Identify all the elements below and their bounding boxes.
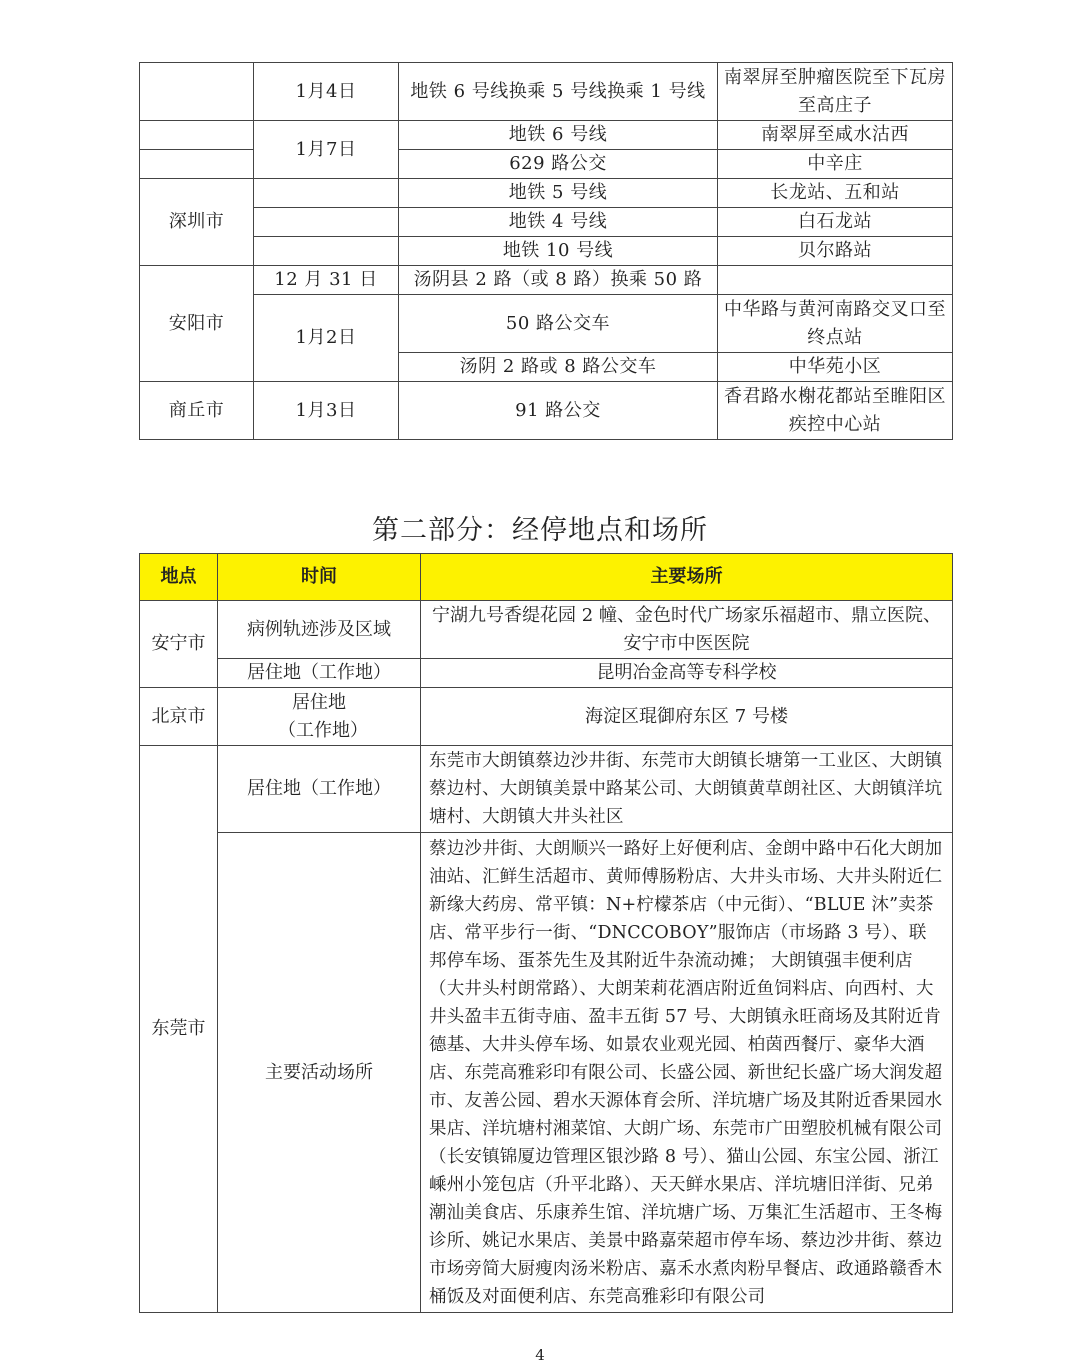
header-time: 时间 bbox=[218, 554, 421, 601]
date-cell: 1月3日 bbox=[254, 382, 399, 440]
venue-cell: 东莞市大朗镇蔡边沙井街、东莞市大朗镇长塘第一工业区、大朗镇蔡边村、大朗镇美景中路某公司、大朗镇黄草朗社区、大朗镇洋坑塘村、大朗镇大井头社区 bbox=[421, 746, 953, 833]
table-row bbox=[140, 266, 953, 295]
route-cell: 地铁 4 号线 bbox=[399, 208, 718, 237]
table-row bbox=[140, 63, 953, 121]
venue-cell: 海淀区琨御府东区 7 号楼 bbox=[421, 688, 953, 746]
date-cell: 1月2日 bbox=[254, 295, 399, 382]
table-row bbox=[140, 295, 953, 353]
date-cell: 1月4日 bbox=[254, 63, 399, 121]
places-table bbox=[139, 553, 953, 1313]
stops-cell: 香君路水榭花都站至睢阳区疾控中心站 bbox=[718, 382, 953, 440]
route-cell: 汤阴县 2 路（或 8 路）换乘 50 路 bbox=[399, 266, 718, 295]
date-cell: 12 月 31 日 bbox=[254, 266, 399, 295]
route-cell: 629 路公交 bbox=[399, 150, 718, 179]
route-cell: 91 路公交 bbox=[399, 382, 718, 440]
stops-cell: 中华路与黄河南路交叉口至终点站 bbox=[718, 295, 953, 353]
table-row bbox=[140, 746, 953, 833]
city-cell: 商丘市 bbox=[140, 382, 254, 440]
header-place: 地点 bbox=[140, 554, 218, 601]
date-cell bbox=[254, 237, 399, 266]
section-title: 第二部分：经停地点和场所 bbox=[372, 515, 708, 546]
table-row bbox=[140, 688, 953, 746]
city-cell bbox=[140, 63, 254, 121]
stops-cell: 中华苑小区 bbox=[718, 353, 953, 382]
date-cell: 1月7日 bbox=[254, 121, 399, 179]
route-cell: 50 路公交车 bbox=[399, 295, 718, 353]
route-cell: 地铁 6 号线换乘 5 号线换乘 1 号线 bbox=[399, 63, 718, 121]
stops-cell bbox=[718, 266, 953, 295]
venue-cell: 宁湖九号香缇花园 2 幢、金色时代广场家乐福超市、鼎立医院、安宁市中医医院 bbox=[421, 601, 953, 659]
table-header-row bbox=[140, 554, 953, 601]
table-row bbox=[140, 833, 953, 1313]
type-cell: 病例轨迹涉及区域 bbox=[218, 601, 421, 659]
city-cell: 安阳市 bbox=[140, 266, 254, 382]
table-row bbox=[140, 601, 953, 659]
transit-table bbox=[139, 62, 953, 440]
stops-cell: 南翠屏至咸水沽西 bbox=[718, 121, 953, 150]
route-cell: 地铁 10 号线 bbox=[399, 237, 718, 266]
stops-cell: 南翠屏至肿瘤医院至下瓦房至高庄子 bbox=[718, 63, 953, 121]
date-cell bbox=[254, 179, 399, 208]
stops-cell: 长龙站、五和站 bbox=[718, 179, 953, 208]
city-cell: 东莞市 bbox=[140, 746, 218, 1313]
venue-cell: 昆明冶金高等专科学校 bbox=[421, 659, 953, 688]
table-row bbox=[140, 121, 953, 150]
venue-cell: 蔡边沙井街、大朗顺兴一路好上好便利店、金朗中路中石化大朗加油站、汇鲜生活超市、黄师傅肠粉店、大井头市场、大井头附近仁新缘大药房、常平镇：N+柠檬茶店（中元街）、“BLUE 沐”卖茶店、常平步行一街、“DNCCOBOY”服饰店（市场路 3 号）、联邦停车场、蛋茶先生及其附近牛杂流动摊； 大朗镇强丰便利店（大井头村朗常路）、大朗茉莉花酒店附近鱼饲料店、向西村、大井头盈丰五街寺庙、盈丰五街 57 号、大朗镇永旺商场及其附近肯德基、大井头停车场、如景农业观光园、柏茵西餐厅、豪华大酒店、东莞高雅彩印有限公司、长盛公园、新世纪长盛广场大润发超市、友善公园、碧水天源体育会所、洋坑塘广场及其附近香果园水果店、洋坑塘村湘菜馆、大朗广场、东莞市广田塑胶机械有限公司（长安镇锦厦边管理区银沙路 8 号）、猫山公园、东宝公园、浙江嵊州小笼包店（升平北路）、天天鲜水果店、洋坑塘旧洋街、兄弟潮汕美食店、乐康养生馆、洋坑塘广场、万集汇生活超市、王冬梅诊所、姚记水果店、美景中路嘉荣超市停车场、蔡边沙井街、蔡边市场旁简大厨瘦肉汤米粉店、嘉禾水煮肉粉早餐店、政通路赣香木桶饭及对面便利店、东莞高雅彩印有限公司 bbox=[421, 833, 953, 1313]
stops-cell: 贝尔路站 bbox=[718, 237, 953, 266]
route-cell: 地铁 5 号线 bbox=[399, 179, 718, 208]
route-cell: 地铁 6 号线 bbox=[399, 121, 718, 150]
type-cell: 居住地（工作地） bbox=[218, 746, 421, 833]
type-cell: 主要活动场所 bbox=[218, 833, 421, 1313]
city-cell: 北京市 bbox=[140, 688, 218, 746]
stops-cell: 中辛庄 bbox=[718, 150, 953, 179]
stops-cell: 白石龙站 bbox=[718, 208, 953, 237]
table-row bbox=[140, 382, 953, 440]
date-cell bbox=[254, 208, 399, 237]
table-row bbox=[140, 237, 953, 266]
page-number: 4 bbox=[535, 1346, 545, 1364]
table-row bbox=[140, 659, 953, 688]
header-venue: 主要场所 bbox=[421, 554, 953, 601]
city-cell: 深圳市 bbox=[140, 179, 254, 266]
type-cell: 居住地（工作地） bbox=[218, 659, 421, 688]
route-cell: 汤阴 2 路或 8 路公交车 bbox=[399, 353, 718, 382]
table-row bbox=[140, 208, 953, 237]
type-cell: 居住地（工作地） bbox=[218, 688, 421, 746]
table-row bbox=[140, 179, 953, 208]
city-cell: 安宁市 bbox=[140, 601, 218, 688]
